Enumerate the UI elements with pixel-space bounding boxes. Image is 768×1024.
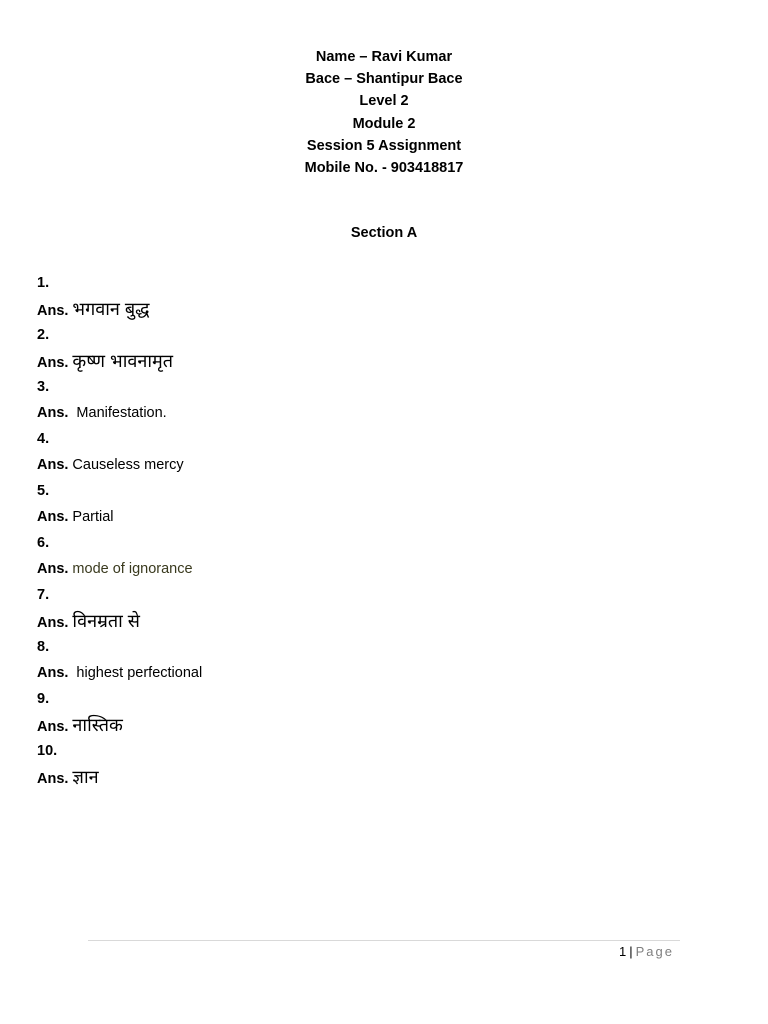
answer-label: Ans. (37, 457, 69, 473)
answer-list (37, 272, 717, 792)
section-title: Section A (350, 225, 418, 241)
page-separator: | (629, 944, 633, 959)
answer-label: Ans. (37, 615, 69, 631)
question-number: 5. (37, 483, 50, 499)
answer-text: ज्ञान (72, 767, 99, 787)
answer-row (37, 294, 717, 324)
answer-label: Ans. (37, 405, 69, 421)
answer-row (37, 346, 717, 376)
answer-label: Ans. (37, 719, 69, 735)
answer-row (37, 658, 717, 688)
answer-row (37, 554, 717, 584)
answer-label: Ans. (37, 561, 69, 577)
answer-text: नास्तिक (72, 715, 123, 735)
question-number: 8. (37, 639, 50, 655)
page-number: 1 (619, 944, 627, 959)
answer-text: highest perfectional (76, 665, 203, 681)
answer-label: Ans. (37, 665, 69, 681)
answer-label: Ans. (37, 771, 69, 787)
page-word: Page (635, 944, 674, 959)
question-number: 9. (37, 691, 50, 707)
answer-row (37, 606, 717, 636)
answer-row (37, 398, 717, 428)
mobile-number: Mobile No. - 903418817 (304, 159, 464, 176)
document-header (0, 46, 768, 179)
answer-row (37, 762, 717, 792)
answer-label: Ans. (37, 303, 69, 319)
answer-text: Partial (72, 509, 114, 525)
answer-row (37, 450, 717, 480)
question-number: 1. (37, 275, 50, 291)
answer-text: mode of ignorance (72, 561, 193, 577)
bace-name: Bace – Shantipur Bace (305, 71, 463, 88)
footer-divider (88, 940, 680, 941)
question-number: 4. (37, 431, 50, 447)
question-number: 10. (37, 743, 58, 759)
session-assignment: Session 5 Assignment (306, 137, 462, 154)
answer-row (37, 710, 717, 740)
level: Level 2 (359, 93, 409, 110)
question-number: 7. (37, 587, 50, 603)
answer-text: कृष्ण भावनामृत (72, 351, 174, 371)
question-number: 6. (37, 535, 50, 551)
question-number: 3. (37, 379, 50, 395)
answer-text: Causeless mercy (72, 457, 184, 473)
module: Module 2 (352, 115, 416, 132)
question-number: 2. (37, 327, 50, 343)
student-name: Name – Ravi Kumar (315, 49, 453, 65)
answer-text: विनम्रता से (72, 611, 140, 631)
page-footer (619, 943, 674, 961)
answer-label: Ans. (37, 509, 69, 525)
answer-text: भगवान बुद्ध (72, 299, 150, 319)
answer-text: Manifestation. (76, 405, 167, 421)
answer-label: Ans. (37, 355, 69, 371)
answer-row (37, 502, 717, 532)
